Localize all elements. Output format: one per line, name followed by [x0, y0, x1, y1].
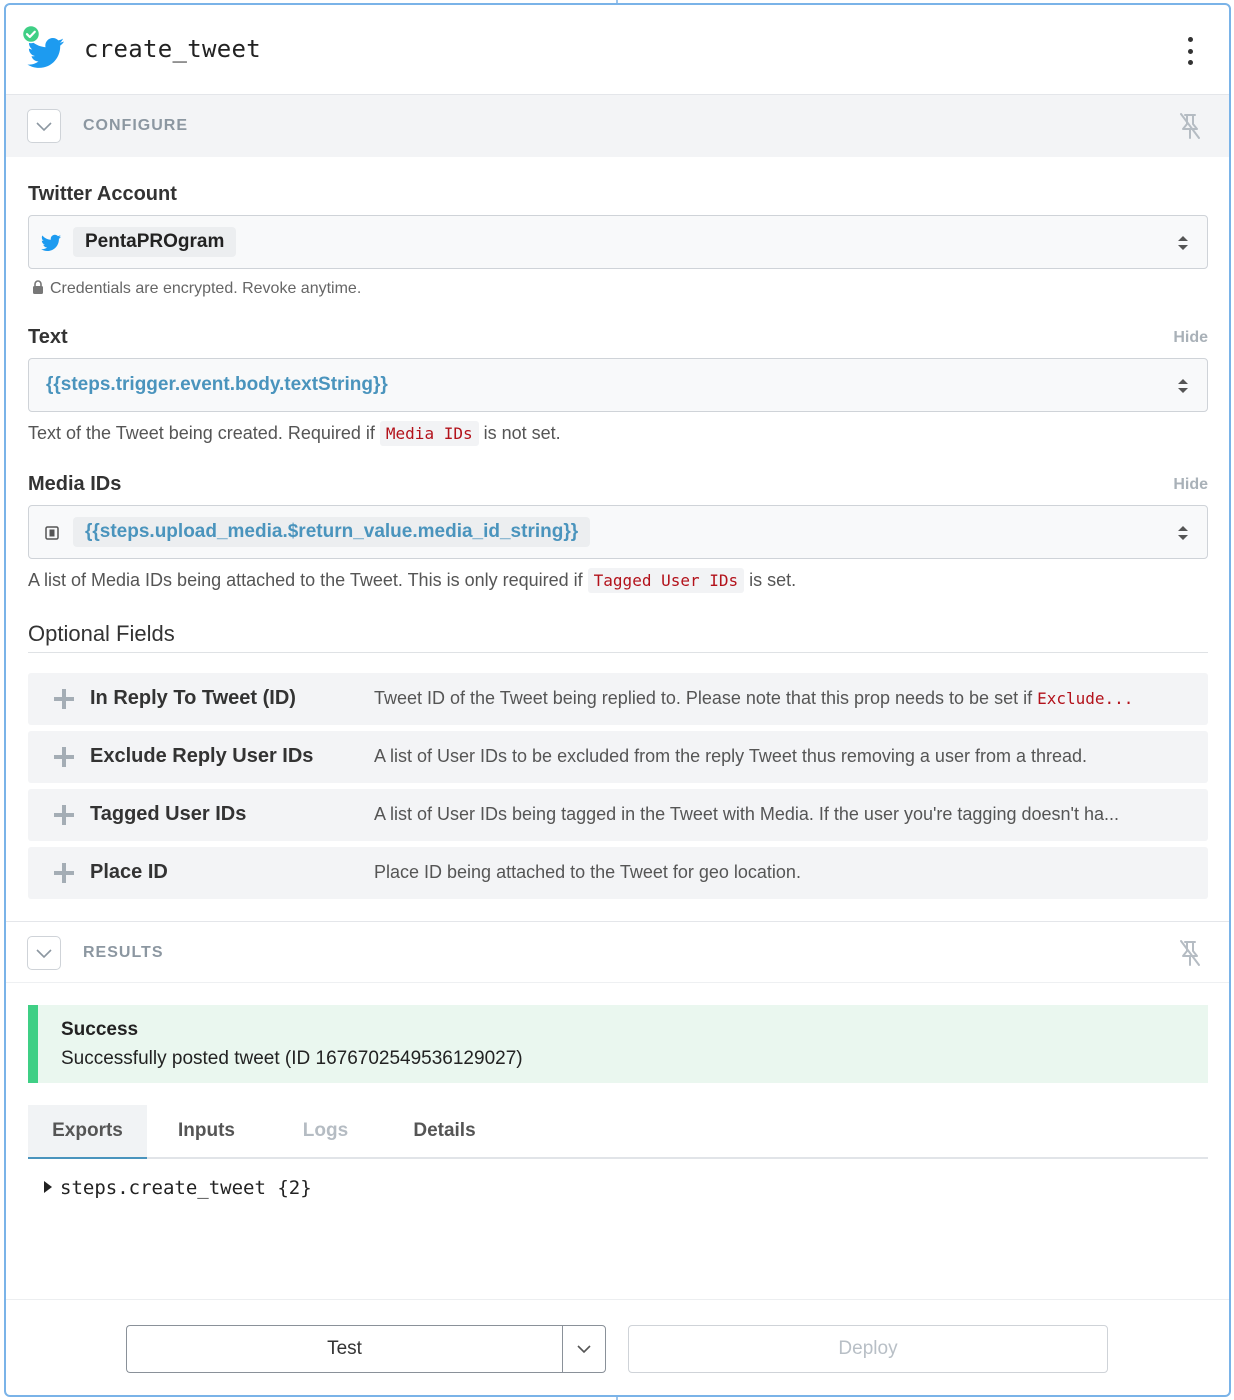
twitter-bird-icon — [20, 25, 68, 73]
twitter-bird-icon — [41, 234, 61, 252]
configure-section-bar — [6, 95, 1229, 157]
success-title: Success — [61, 1019, 139, 1040]
updown-arrows-icon — [1177, 525, 1189, 541]
list-item-icon — [45, 526, 59, 540]
media-ids-label: Media IDs — [28, 473, 122, 495]
unpin-icon[interactable] — [1177, 938, 1203, 968]
configure-collapse-button[interactable] — [27, 109, 61, 143]
tab-logs[interactable]: Logs — [302, 1120, 349, 1141]
twitter-account-label: Twitter Account — [28, 183, 177, 205]
credentials-note — [32, 280, 361, 298]
media-ids-help — [28, 570, 796, 591]
account-chip: PentaPROgram — [73, 227, 236, 257]
optional-field-name: In Reply To Tweet (ID) — [90, 687, 296, 709]
unpin-icon[interactable] — [1177, 111, 1203, 141]
success-message: Successfully posted tweet (ID 1676702549536129027) — [61, 1048, 523, 1069]
footer-actions — [6, 1299, 1229, 1397]
text-help-after: is not set. — [483, 423, 561, 443]
optional-field-name: Place ID — [90, 861, 168, 883]
plus-icon — [54, 689, 74, 709]
optional-fields-title: Optional Fields — [28, 621, 175, 646]
media-ids-help-before: A list of Media IDs being attached to the Tweet. This is only required if — [28, 570, 583, 590]
text-expression: {{steps.trigger.event.body.textString}} — [46, 374, 388, 395]
media-ids-select[interactable] — [28, 505, 1208, 559]
optional-field-desc: A list of User IDs to be excluded from the reply Tweet thus removing a user from a thread. — [374, 746, 1087, 766]
kebab-menu-icon[interactable] — [1185, 37, 1195, 65]
step-card — [4, 3, 1231, 1397]
optional-fields-divider — [28, 652, 1208, 653]
twitter-account-select[interactable] — [28, 215, 1208, 269]
optional-field-tagged-users[interactable] — [28, 789, 1208, 841]
step-header — [6, 5, 1229, 95]
text-help — [28, 423, 561, 444]
text-help-before: Text of the Tweet being created. Required if — [28, 423, 375, 443]
updown-arrows-icon — [1177, 235, 1189, 251]
media-ids-chip: {{steps.upload_media.$return_value.media_id_string}} — [73, 517, 590, 547]
results-tabs — [28, 1105, 1208, 1159]
tab-details[interactable]: Details — [413, 1120, 476, 1141]
results-label: RESULTS — [83, 944, 164, 961]
optional-field-in-reply-to[interactable] — [28, 673, 1208, 725]
tab-inputs[interactable]: Inputs — [178, 1120, 235, 1141]
caret-right-icon — [44, 1181, 52, 1193]
lock-icon — [32, 280, 44, 294]
test-button[interactable]: Test — [126, 1325, 562, 1373]
export-tree-label: steps.create_tweet {2} — [60, 1177, 312, 1199]
test-dropdown-button[interactable] — [562, 1325, 606, 1373]
media-ids-hide-link[interactable]: Hide — [1173, 476, 1208, 493]
success-banner — [28, 1005, 1208, 1083]
chevron-down-icon — [35, 120, 53, 132]
optional-field-name: Exclude Reply User IDs — [90, 745, 314, 767]
text-field-label: Text — [28, 326, 68, 348]
optional-field-name: Tagged User IDs — [90, 803, 247, 825]
configure-label: CONFIGURE — [83, 117, 188, 134]
optional-field-place-id[interactable] — [28, 847, 1208, 899]
tab-exports[interactable]: Exports — [28, 1105, 147, 1159]
deploy-button[interactable]: Deploy — [628, 1325, 1108, 1373]
optional-field-desc: Place ID being attached to the Tweet for geo location. — [374, 862, 801, 882]
updown-arrows-icon — [1177, 378, 1189, 394]
plus-icon — [54, 747, 74, 767]
optional-field-desc: A list of User IDs being tagged in the Tweet with Media. If the user you're tagging doesn't ha... — [374, 804, 1119, 824]
text-help-code: Media IDs — [380, 421, 479, 446]
results-collapse-button[interactable] — [27, 936, 61, 970]
credentials-note-text: Credentials are encrypted. Revoke anytime. — [50, 280, 362, 297]
plus-icon — [54, 805, 74, 825]
chevron-down-icon — [35, 947, 53, 959]
optional-field-desc-code: Exclude... — [1037, 689, 1134, 708]
results-section-bar — [6, 921, 1229, 983]
optional-field-desc — [374, 688, 1202, 709]
step-title[interactable]: create_tweet — [84, 35, 261, 63]
optional-field-exclude-reply[interactable] — [28, 731, 1208, 783]
media-ids-help-code: Tagged User IDs — [588, 568, 745, 593]
media-ids-help-after: is set. — [749, 570, 797, 590]
export-tree-item[interactable] — [44, 1177, 312, 1199]
text-field-select[interactable] — [28, 358, 1208, 412]
chevron-down-icon — [576, 1344, 592, 1354]
plus-icon — [54, 863, 74, 883]
text-hide-link[interactable]: Hide — [1173, 329, 1208, 346]
optional-field-desc-text: Tweet ID of the Tweet being replied to. Please note that this prop needs to be set if — [374, 688, 1038, 708]
